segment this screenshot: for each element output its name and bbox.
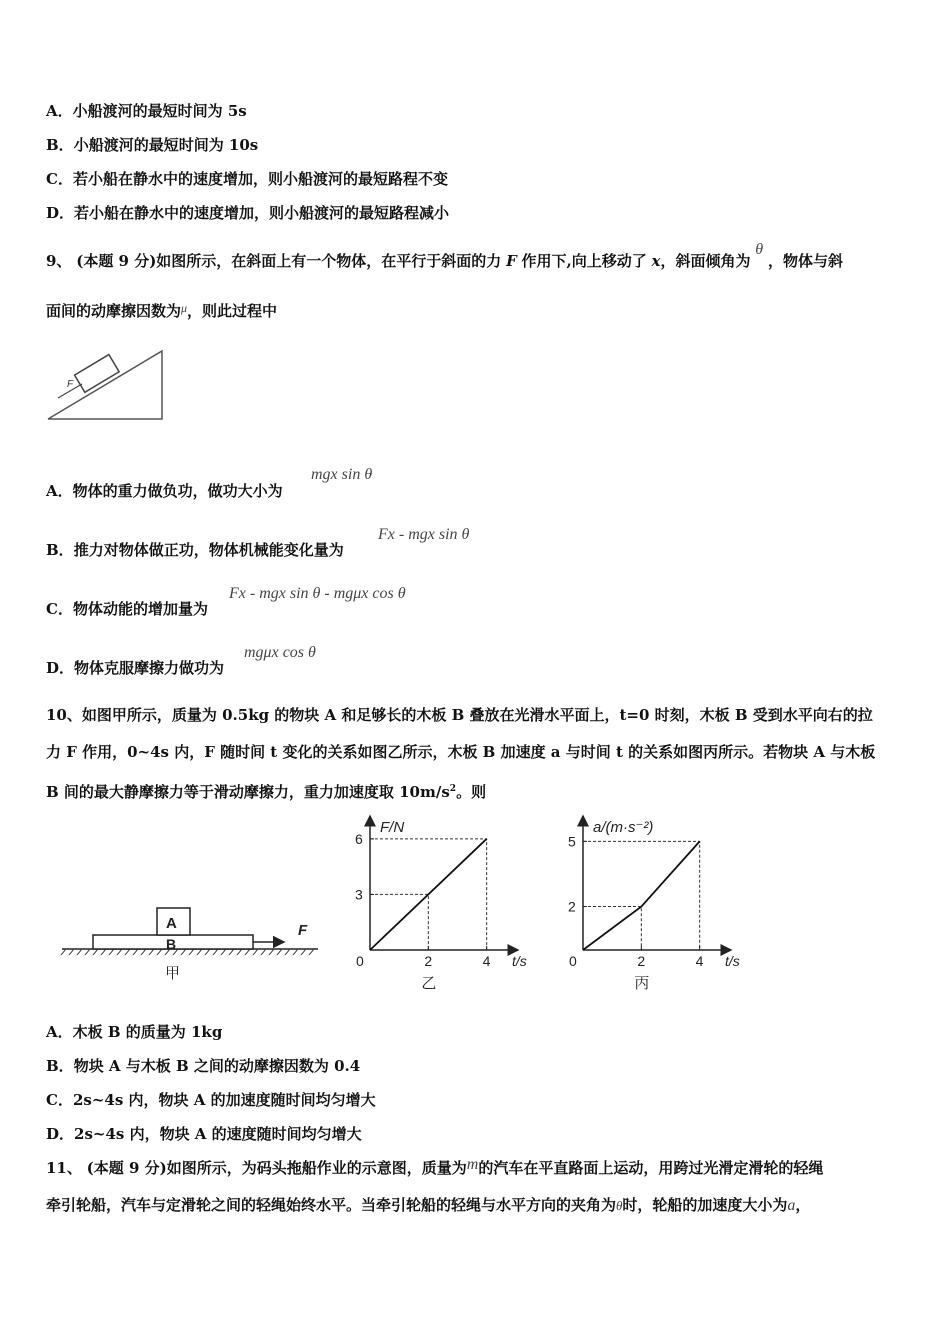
q10-stem-line1: 10、如图甲所示，质量为 0.5kg 的物块 A 和足够长的木板 B 叠放在光滑水平面上，t=0 时刻，木板 B 受到水平向右的拉 [46,706,873,724]
q9-option-a: A．物体的重力做负功，做功大小为 [46,482,283,500]
y-tick-label: 5 [568,833,576,850]
q9-stem-line1: 9、 (本题 9 分)如图所示，在斜面上有一个物体，在平行于斜面的力 F 作用下,向上移动了 x，斜面倾角为 θ ，物体与斜 [46,241,843,270]
board-b-label: B [166,936,177,952]
x-tick-label: 4 [482,953,491,969]
block-a-label: A [166,915,177,932]
q10-option-c: C．2s~4s 内，物块 A 的加速度随时间均匀增大 [46,1091,376,1109]
figure-jia [60,900,325,990]
x-tick-label: 4 [695,953,704,969]
q9-option-d-math: mgμx cos θ [244,644,316,661]
q8-option-a: A．小船渡河的最短时间为 5s [46,102,247,120]
ground-hatching [61,949,314,955]
q11-stem-line1: 11、 (本题 9 分)如图所示，为码头拖船作业的示意图，质量为m的汽车在平直路面上运动，用跨过光滑定滑轮的轻绳 [46,1156,824,1177]
y-axis-label: F/N [380,819,405,836]
theta-symbol-q11: θ [616,1198,623,1213]
q10-option-a: A．木板 B 的质量为 1kg [46,1023,223,1041]
q10-option-b: B．物块 A 与木板 B 之间的动摩擦因数为 0.4 [46,1057,361,1075]
q9-option-b-math: Fx - mgx sin θ [378,526,470,543]
m-symbol: m [466,1156,479,1173]
y-axis-label: a/(m·s⁻²) [593,819,654,836]
x-axis-label: t/s [512,953,527,969]
q9-option-b: B．推力对物体做正功，物体机械能变化量为 [46,541,344,559]
x-tick-label: 2 [424,953,433,969]
q8-option-b: B．小船渡河的最短时间为 10s [46,136,259,154]
y-tick-label: 6 [355,830,363,847]
caption-jia: 甲 [165,965,181,982]
x-tick-label: 0 [569,953,577,969]
chart-caption: 乙 [421,975,437,992]
q8-option-d: D．若小船在静水中的速度增加，则小船渡河的最短路程减小 [46,204,450,222]
y-tick-label: 2 [568,898,576,915]
sliding-block [75,355,120,393]
chart-yi [345,812,530,997]
q11-stem-line2: 牵引轮船，汽车与定滑轮之间的轻绳始终水平。当牵引轮船的轻绳与水平方向的夹角为θ时，轮船的加速度大小为a， [46,1196,811,1214]
force-label-f: F [298,922,308,939]
q10-option-d: D．2s~4s 内，物块 A 的速度随时间均匀增大 [46,1125,362,1143]
chart-bing [558,812,743,997]
y-tick-label: 3 [355,886,363,903]
x-axis-label: t/s [725,953,740,969]
incline-figure [44,345,170,425]
q10-stem-line3: B 间的最大静摩擦力等于滑动摩擦力，重力加速度取 $10m/s^2$。则 [46,783,487,801]
q10-stem-line2: 力 F 作用，0~4s 内，F 随时间 t 变化的关系如图乙所示，木板 B 加速度 a 与时间 t 的关系如图丙所示。若物块 A 与木板 [46,743,876,761]
q8-option-c: C．若小船在静水中的速度增加，则小船渡河的最短路程不变 [46,170,448,188]
chart-caption: 丙 [634,975,650,992]
q9-stem-line2: 面间的动摩擦因数为$^\mu$，则此过程中 [46,301,278,320]
x-tick-label: 2 [637,953,646,969]
mu-symbol: μ [181,301,188,315]
force-label: F [67,379,74,390]
q9-option-c-math: Fx - mgx sin θ - mgμx cos θ [229,585,406,602]
a-symbol: a [787,1197,796,1214]
theta-symbol: θ [755,241,764,258]
q9-option-a-math: mgx sin θ [311,466,373,483]
q9-option-c: C．物体动能的增加量为 [46,600,208,618]
q9-option-d: D．物体克服摩擦力做功为 [46,659,225,677]
x-tick-label: 0 [356,953,364,969]
